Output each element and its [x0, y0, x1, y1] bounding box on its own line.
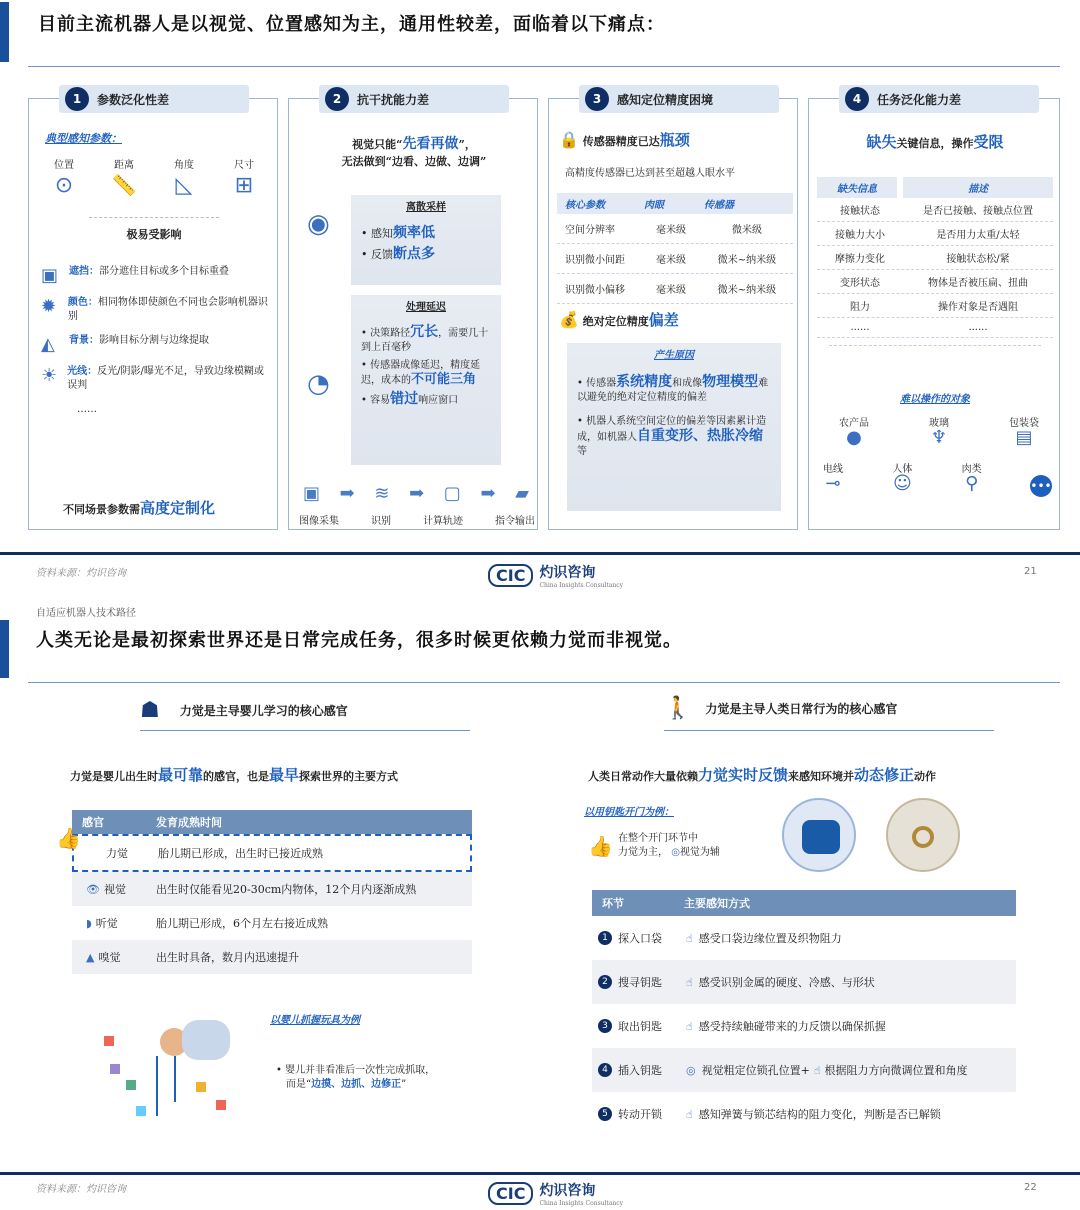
flow-step: 计算轨迹 — [423, 516, 463, 527]
card-positioning-accuracy: 3 感知定位精度困境 🔒 传感器精度已达瓶颈 高精度传感器已达到甚至超越人眼水平 核心参数 肉眼 传感器 空间分辨率 毫米级 微米级 识别微小间距 毫米级 微米~纳米级 识别微小偏移 毫米级 微米~纳米级 💰 绝对定位精度偏差 产生原因 • 传感器系统精度和成像物理模型难以避免的绝对定位精度的偏差 • 机器人系统空间定位的偏差等因素累计造成，如机器人自重变形、热胀冷缩等 — [548, 98, 798, 530]
example-label: 以婴儿抓握玩具为例 — [270, 1015, 360, 1026]
pocket-illustration — [782, 798, 856, 872]
card-task-generalization: 4 任务泛化能力差 缺失关键信息，操作受限 缺失信息 描述 接触状态 是否已接触、接触点位置 接触力大小 是否用力太重/太轻 摩擦力变化 接触状态松/紧 变形状态 物体是否被压扁、扭曲 阻力 操作对象是否遇阻 ...... ...... 难以操作的对象 农产品 ● 玻璃 ♆ 包装袋 ▤ 电线 ⊸ 人体 ☺ 肉类 ⚲ ••• — [808, 98, 1060, 530]
thumbs-up-icon: 👍 — [588, 834, 613, 858]
processing-delay-box: 处理延迟 • 决策路径冗长，需要几十到上百毫秒 • 传感器成像延迟，精度延迟，成本的不可能三角 • 容易错过响应窗口 — [351, 295, 501, 465]
divider — [28, 66, 1060, 67]
lock-icon: 🔒 — [559, 130, 579, 149]
footer-bar — [0, 1172, 1080, 1175]
section-head: 力觉是主导人类日常行为的核心感官 — [705, 702, 898, 716]
ai-icon: ▢ — [443, 483, 461, 504]
card-param-generalization: 1 参数泛化性差 典型感知参数： 位置 ⊙ 距离 📏 角度 ◺ 尺寸 ⊞ 极易受影响 ▣ 遮挡：部分遮住目标或多个目标重叠 ✹ 颜色：相同物体即使颜色不同也会影响机器识别 ◭ 背景：影响目标分割与边缘提取 ☀ 光线：反光/阴影/曝光不足，导致边缘模糊或误判 …… 不同场景参数需高度定制化 — [28, 98, 278, 530]
background-icon: ◭ — [41, 334, 55, 355]
folder-icon: ▰ — [515, 483, 529, 504]
section-head: 力觉是主导婴儿学习的核心感官 — [179, 704, 348, 718]
clock-icon: ◔ — [307, 369, 330, 399]
camera-icon: ▣ — [303, 483, 321, 504]
title-accent-bar — [0, 2, 9, 62]
stack-icon: ≋ — [374, 483, 390, 504]
palette-icon: ✹ — [41, 296, 57, 317]
key-illustration — [886, 798, 960, 872]
card-subtitle: 典型感知参数： — [45, 132, 122, 145]
location-pin-icon: ⊙ — [54, 173, 74, 198]
hard-objects-label: 难以操作的对象 — [900, 394, 970, 405]
step-badge: 1 — [598, 931, 612, 945]
slide2-title: 人类无论是最初探索世界还是日常完成任务，很多时候更依赖力觉而非视觉。 — [36, 630, 682, 651]
glass-icon: ♆ — [930, 427, 948, 448]
example-label: 以用钥匙开门为例： — [584, 807, 674, 818]
hand-icon: ☝ — [813, 1063, 821, 1077]
sense-table: 感官 发育成熟时间 力觉 胎儿期已形成，出生时已接近成熟 👁 视觉 出生时仅能看见20-30cm内物体，12个月内逐渐成熟 ◗ 听觉 胎儿期已形成，6个月左右接近成熟 ▲ 嗅觉 出生时具备，数月内迅速提升 — [72, 810, 472, 974]
slide1-title: 目前主流机器人是以视觉、位置感知为主，通用性较差，面临着以下痛点： — [38, 14, 665, 35]
card-anti-interference: 2 抗干扰能力差 视觉只能“先看再做”， 无法做到“边看、边做、边调” ◉ 离散采样 • 感知频率低 • 反馈断点多 ◔ 处理延迟 • 决策路径冗长，需要几十到上百毫秒 • 传感器成像延迟，精度延迟，成本的不可能三角 • 容易错过响应窗口 ▣ ➡ ≋ ➡ ▢ ➡ ▰ 图像采集 识别 计算轨迹 指令输出 — [288, 98, 538, 530]
step-badge: 2 — [598, 975, 612, 989]
source-note: 资料来源：灼识咨询 — [36, 1184, 126, 1195]
cause-box: 产生原因 • 传感器系统精度和成像物理模型难以避免的绝对定位精度的偏差 • 机器人系统空间定位的偏差等因素累计造成，如机器人自重变形、热胀冷缩等 — [567, 343, 781, 511]
page-number: 21 — [1024, 566, 1037, 577]
title-accent-bar — [0, 620, 9, 678]
hand-icon: ☝ — [686, 975, 693, 989]
flow-step: 识别 — [371, 516, 391, 527]
nose-icon: ▲ — [86, 951, 95, 964]
step-badge: 4 — [598, 1063, 612, 1077]
card-header: 3 感知定位精度困境 — [579, 85, 779, 113]
card-header: 4 任务泛化能力差 — [839, 85, 1039, 113]
more-icon: ••• — [1030, 475, 1052, 497]
hand-icon: ☝ — [686, 1107, 693, 1121]
hand-icon: ☝ — [686, 931, 693, 945]
camera-icon: ◉ — [307, 209, 330, 239]
ear-icon: ◗ — [86, 917, 92, 930]
eye-icon: ◎ — [686, 1063, 696, 1077]
footer-text: 不同场景参数需 — [63, 503, 140, 516]
eye-icon: 👁 — [86, 883, 100, 896]
ruler-icon: 📏 — [111, 173, 137, 197]
card-header: 1 参数泛化性差 — [59, 85, 249, 113]
logo: CIC 灼识咨询 China Insights Consultancy — [488, 1180, 623, 1207]
walking-person-icon: 🚶 — [664, 696, 692, 721]
breadcrumb: 自适应机器人技术路径 — [36, 608, 136, 619]
eye-icon: ◎ — [671, 847, 680, 858]
sun-icon: ☀ — [41, 365, 58, 386]
step-badge: 5 — [598, 1107, 612, 1121]
source-note: 资料来源：灼识咨询 — [36, 568, 126, 579]
step-badge: 3 — [598, 1019, 612, 1033]
action-table: 环节 主要感知方式 1 探入口袋 ☝ 感受口袋边缘位置及织物阻力 2 搜寻钥匙 ☝ 感受识别金属的硬度、冷感、与形状 3 取出钥匙 ☝ 感受持续触碰带来的力反馈以确保抓握 4 插入钥匙 ◎ 视觉粗定位锁孔位置+ ☝ 根据阻力方向微调位置和角度 5 转动开锁 ☝ 感知弹簧与锁芯结构的阻力变化，判断是否已解锁 — [592, 890, 1016, 1136]
occlusion-icon: ▣ — [41, 265, 59, 286]
hand-icon: ☝ — [686, 1019, 693, 1033]
angle-icon: ◺ — [175, 173, 193, 198]
precision-table: 核心参数 肉眼 传感器 空间分辨率 毫米级 微米级 识别微小间距 毫米级 微米~纳米级 识别微小偏移 毫米级 微米~纳米级 — [557, 193, 793, 304]
cable-icon: ⊸ — [825, 473, 841, 494]
flow-step: 图像采集 — [299, 516, 339, 527]
baby-illustration — [96, 1010, 256, 1130]
resize-icon: ⊞ — [234, 173, 254, 198]
divider — [28, 682, 1060, 683]
page-number: 22 — [1024, 1182, 1037, 1193]
person-icon: ☺ — [892, 473, 912, 494]
apple-icon: ● — [846, 427, 862, 448]
meat-icon: ⚲ — [965, 473, 979, 494]
package-icon: ▤ — [1015, 427, 1033, 448]
footer-bar — [0, 552, 1080, 555]
money-bag-icon: 💰 — [559, 310, 579, 329]
flow-step: 指令输出 — [495, 516, 535, 527]
logo: CIC 灼识咨询 China Insights Consultancy — [488, 562, 623, 589]
apple-on-books-icon: ☗ — [140, 698, 160, 723]
affected-label: 极易受影响 — [126, 228, 182, 241]
discrete-sampling-box: 离散采样 • 感知频率低 • 反馈断点多 — [351, 195, 501, 285]
card-header: 2 抗干扰能力差 — [319, 85, 509, 113]
process-flow: ▣ ➡ ≋ ➡ ▢ ➡ ▰ — [303, 483, 529, 504]
thumbs-up-icon: 👍 — [56, 826, 81, 850]
missing-info-table: 缺失信息 描述 接触状态 是否已接触、接触点位置 接触力大小 是否用力太重/太轻 摩擦力变化 接触状态松/紧 变形状态 物体是否被压扁、扭曲 阻力 操作对象是否遇阻 ...... ...... — [817, 177, 1053, 338]
